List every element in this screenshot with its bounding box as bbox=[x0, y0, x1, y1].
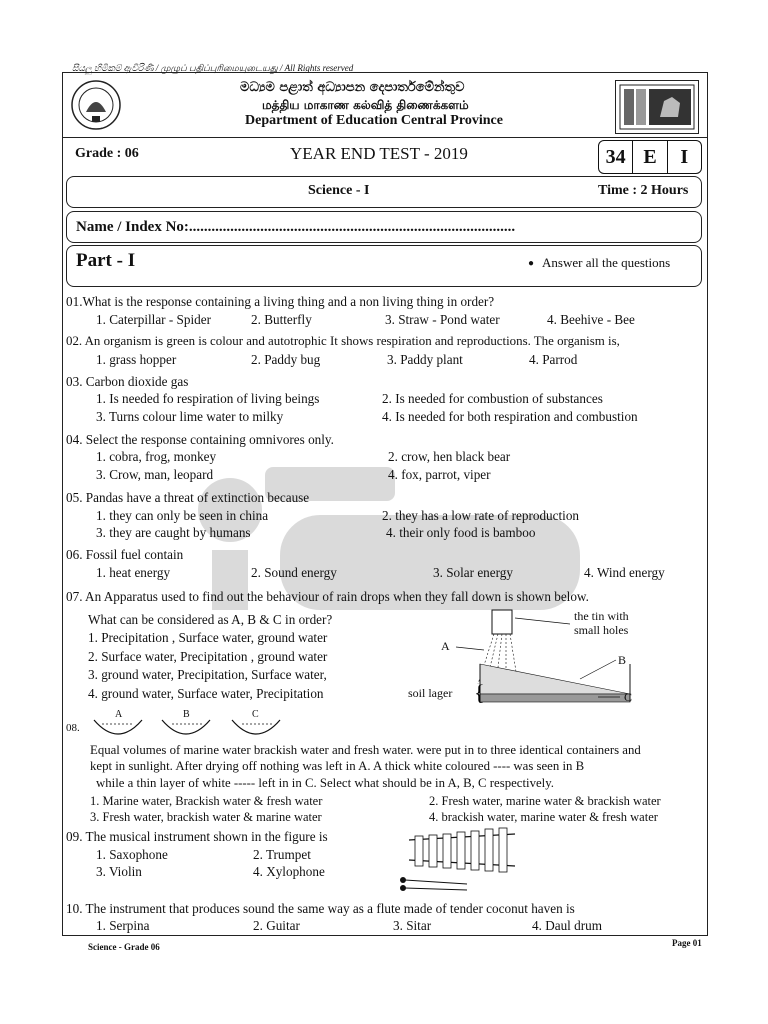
q04-option-1: 1. cobra, frog, monkey bbox=[96, 449, 217, 464]
q05-option-1: 1. they can only be seen in china bbox=[96, 508, 269, 523]
q08-option-3: 3. Fresh water, brackish water & marine water bbox=[90, 810, 322, 824]
subject-title: Science - I bbox=[308, 183, 370, 198]
q08-option-4: 4. brackish water, marine water & fresh water bbox=[429, 810, 658, 824]
q02-text: 02. An organism is green is colour and autotrophic It shows respiration and reproductions. The organism is, bbox=[66, 334, 620, 348]
instruction-text: ● Answer all the questions bbox=[528, 255, 670, 271]
q08-label-a: A bbox=[115, 709, 123, 720]
q06-option-1: 1. heat energy bbox=[96, 565, 171, 580]
english-department-name: Department of Education Central Province bbox=[245, 113, 503, 128]
q08-option-2: 2. Fresh water, marine water & brackish water bbox=[429, 794, 661, 808]
q09-option-4: 4. Xylophone bbox=[253, 864, 325, 879]
q04-option-3: 3. Crow, man, leopard bbox=[96, 467, 214, 482]
xylophone-figure bbox=[395, 826, 520, 894]
q01-text: 01.What is the response containing a living thing and a non living thing in order? bbox=[66, 294, 495, 309]
q07-fig-label-b: B bbox=[618, 653, 627, 667]
q08-label-b: B bbox=[183, 709, 190, 720]
q10-text: 10. The instrument that produces sound the same way as a flute made of tender coconut haven is bbox=[66, 901, 575, 916]
q09-text: 09. The musical instrument shown in the figure is bbox=[66, 829, 328, 844]
q07-text: 07. An Apparatus used to find out the behaviour of rain drops when they fall down is shown below. bbox=[66, 589, 589, 604]
flag-icon bbox=[615, 80, 699, 134]
q10-option-3: 3. Sitar bbox=[393, 918, 432, 933]
q02-option-4: 4. Parrod bbox=[529, 352, 578, 367]
q10-option-4: 4. Daul drum bbox=[532, 918, 602, 933]
q05-option-4: 4. their only food is bamboo bbox=[386, 525, 536, 540]
q05-option-2: 2. they has a low rate of reproduction bbox=[382, 508, 580, 523]
q08-number: 08. bbox=[66, 722, 80, 734]
paper-code-number: 34 bbox=[605, 145, 626, 168]
sinhala-department-name: මධ්‍යම පළාත් අධ්‍යාපන දෙපාර්තමේන්තුව bbox=[240, 80, 465, 95]
q07-fig-label-a: A bbox=[441, 639, 450, 653]
time-label: Time : 2 Hours bbox=[598, 183, 689, 198]
q06-option-4: 4. Wind energy bbox=[584, 565, 665, 580]
q03-option-3: 3. Turns colour lime water to milky bbox=[96, 409, 284, 424]
q08-line-1: Equal volumes of marine water brackish water and fresh water. were put in to three identical containers and bbox=[90, 743, 641, 757]
q03-option-4: 4. Is needed for both respiration and combustion bbox=[382, 409, 638, 424]
q02-option-3: 3. Paddy plant bbox=[387, 352, 463, 367]
q08-label-c: C bbox=[252, 709, 259, 720]
q06-option-3: 3. Solar energy bbox=[433, 565, 513, 580]
q07-fig-tin-label-2: small holes bbox=[574, 623, 629, 637]
q07-option-4: 4. ground water, Surface water, Precipitation bbox=[88, 686, 324, 701]
q04-text: 04. Select the response containing omnivores only. bbox=[66, 432, 334, 447]
q06-option-2: 2. Sound energy bbox=[251, 565, 337, 580]
q07-fig-tin-label: the tin with bbox=[574, 609, 629, 623]
q09-option-1: 1. Saxophone bbox=[96, 847, 168, 862]
q07-option-1: 1. Precipitation , Surface water, ground water bbox=[88, 630, 328, 645]
q01-option-3: 3. Straw - Pond water bbox=[385, 312, 500, 327]
q03-option-1: 1. Is needed fo respiration of living beings bbox=[96, 391, 320, 406]
header-divider bbox=[62, 137, 708, 138]
svg-text:{: { bbox=[474, 680, 485, 705]
q05-option-3: 3. they are caught by humans bbox=[96, 525, 251, 540]
q08-option-1: 1. Marine water, Brackish water & fresh water bbox=[90, 794, 323, 808]
sri-lanka-emblem-icon bbox=[70, 78, 122, 132]
q05-text: 05. Pandas have a threat of extinction because bbox=[66, 490, 310, 505]
q07-fig-soil-label: soil lager bbox=[408, 686, 453, 700]
grade-label: Grade : 06 bbox=[75, 146, 139, 161]
q07-option-3: 3. ground water, Precipitation, Surface water, bbox=[88, 667, 327, 682]
q03-text: 03. Carbon dioxide gas bbox=[66, 374, 189, 389]
q03-option-2: 2. Is needed for combustion of substances bbox=[382, 391, 603, 406]
part-title: Part - I bbox=[76, 250, 136, 271]
q07-fig-label-c: C bbox=[624, 690, 633, 704]
q10-option-2: 2. Guitar bbox=[253, 918, 300, 933]
page-number: Page 01 bbox=[672, 938, 702, 948]
q02-option-2: 2. Paddy bug bbox=[251, 352, 321, 367]
q07-subtext: What can be considered as A, B & C in order? bbox=[88, 612, 333, 627]
q09-option-2: 2. Trumpet bbox=[253, 847, 311, 862]
paper-code-part: I bbox=[667, 141, 701, 173]
q09-option-3: 3. Violin bbox=[96, 864, 142, 879]
q02-option-1: 1. grass hopper bbox=[96, 352, 177, 367]
q06-text: 06. Fossil fuel contain bbox=[66, 547, 184, 562]
test-title: YEAR END TEST - 2019 bbox=[290, 144, 468, 163]
q04-option-4: 4. fox, parrot, viper bbox=[388, 467, 491, 482]
q01-option-2: 2. Butterfly bbox=[251, 312, 312, 327]
paper-code-box bbox=[598, 140, 702, 174]
q04-option-2: 2. crow, hen black bear bbox=[388, 449, 511, 464]
paper-code-language: E bbox=[632, 141, 666, 173]
q10-option-1: 1. Serpina bbox=[96, 918, 150, 933]
q01-option-4: 4. Beehive - Bee bbox=[547, 312, 635, 327]
name-index-field: Name / Index No:....................................................................................... bbox=[76, 219, 516, 235]
tamil-department-name: மத்திய மாகாண கல்வித் திணைக்களம் bbox=[262, 98, 469, 112]
q08-line-2: kept in sunlight. After drying off nothing was left in A. A thick white coloured ---- was seen in B bbox=[90, 759, 585, 773]
q01-option-1: 1. Caterpillar - Spider bbox=[96, 312, 211, 327]
q08-line-3: while a thin layer of white ----- left in in C. Select what should be in A, B, C respectively. bbox=[96, 776, 554, 790]
q07-option-2: 2. Surface water, Precipitation , ground water bbox=[88, 649, 328, 664]
rights-notice: සියලු හිමිකම් ඇවිරිණි / முழுப் பதிப்புரிமையுடையது / All Rights reserved bbox=[72, 63, 354, 73]
footer-subject: Science - Grade 06 bbox=[88, 942, 160, 952]
